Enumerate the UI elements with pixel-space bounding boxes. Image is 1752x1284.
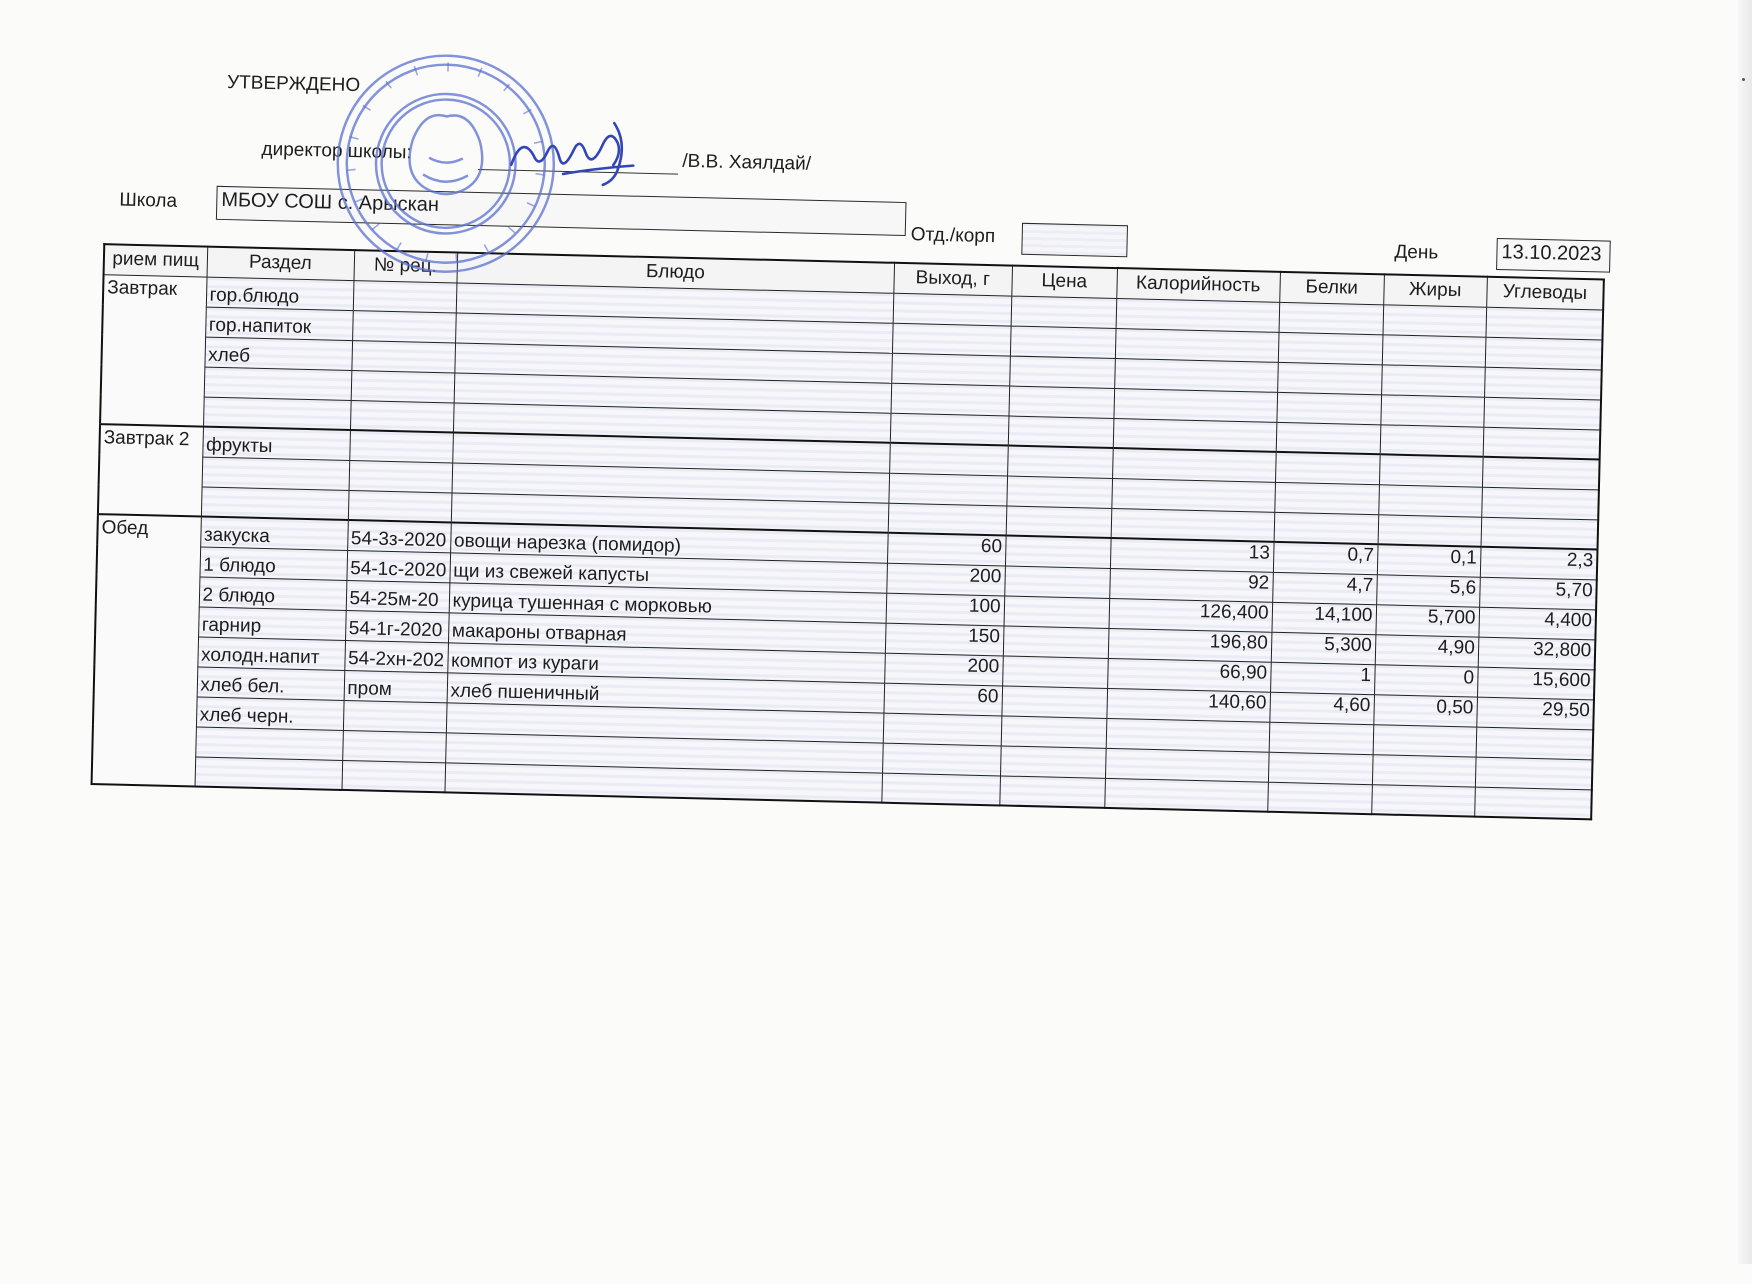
cell-price bbox=[1000, 745, 1106, 777]
cell-fat: 0,50 bbox=[1373, 694, 1477, 726]
cell-protein bbox=[1275, 452, 1380, 484]
cell-fat bbox=[1378, 484, 1482, 516]
cell-output: 200 bbox=[884, 653, 1003, 686]
meal-name: Обед bbox=[92, 514, 201, 786]
cell-section: хлеб bbox=[204, 337, 352, 370]
cell-protein: 14,100 bbox=[1272, 602, 1377, 634]
meal-name: Завтрак bbox=[100, 274, 207, 426]
cell-fat bbox=[1381, 364, 1485, 396]
cell-price bbox=[1008, 416, 1114, 448]
school-field[interactable]: МБОУ СОШ с. Арыскан bbox=[216, 186, 907, 236]
col-calories: Калорийность bbox=[1116, 268, 1280, 302]
col-fat: Жиры bbox=[1383, 274, 1487, 306]
cell-section: закуска bbox=[200, 517, 348, 550]
cell-calories: 196,80 bbox=[1108, 628, 1272, 662]
cell-protein bbox=[1277, 362, 1382, 394]
day-field[interactable]: 13.10.2023 bbox=[1496, 238, 1611, 273]
cell-recipe bbox=[349, 460, 453, 492]
cell-carbs bbox=[1483, 427, 1601, 460]
cell-recipe bbox=[342, 730, 446, 762]
cell-price bbox=[1006, 476, 1112, 508]
cell-dish: курица тушенная с морковью bbox=[449, 582, 887, 622]
cell-fat bbox=[1378, 514, 1482, 546]
cell-calories bbox=[1114, 358, 1278, 392]
cell-recipe bbox=[343, 700, 447, 732]
cell-protein: 0,7 bbox=[1273, 542, 1378, 574]
cell-output: 100 bbox=[886, 593, 1005, 626]
cell-calories bbox=[1113, 418, 1277, 452]
dept-field[interactable] bbox=[1021, 223, 1128, 257]
cell-recipe bbox=[352, 310, 456, 342]
cell-recipe: 54-3з-2020 bbox=[347, 520, 451, 552]
cell-output bbox=[888, 503, 1007, 536]
col-meal: рием пищ bbox=[104, 244, 208, 276]
cell-output bbox=[889, 443, 1008, 476]
meal-name: Завтрак 2 bbox=[98, 424, 203, 516]
cell-output bbox=[891, 353, 1010, 386]
cell-carbs: 5,70 bbox=[1479, 577, 1597, 610]
cell-section: гарнир bbox=[198, 607, 346, 640]
cell-section: хлеб бел. bbox=[197, 666, 345, 699]
cell-section: хлеб черн. bbox=[196, 696, 344, 729]
school-label: Школа bbox=[119, 189, 178, 212]
cell-price bbox=[1002, 655, 1108, 687]
dept-label: Отд./корп bbox=[910, 224, 996, 248]
cell-section bbox=[203, 397, 351, 430]
cell-fat bbox=[1372, 754, 1476, 786]
cell-section: гор.блюдо bbox=[206, 277, 354, 310]
col-price: Цена bbox=[1011, 266, 1117, 298]
cell-calories bbox=[1116, 298, 1280, 332]
cell-protein bbox=[1267, 782, 1372, 814]
cell-price bbox=[1010, 326, 1116, 358]
cell-carbs: 2,3 bbox=[1480, 547, 1598, 580]
cell-section: 1 блюдо bbox=[199, 547, 347, 580]
cell-carbs bbox=[1476, 727, 1594, 760]
handwritten-signature-icon bbox=[503, 113, 655, 197]
cell-output bbox=[882, 743, 1001, 776]
director-name: /В.В. Хаялдай/ bbox=[682, 150, 812, 175]
cell-fat bbox=[1380, 424, 1484, 456]
col-carbs: Углеводы bbox=[1486, 277, 1604, 310]
cell-output: 60 bbox=[887, 533, 1006, 566]
cell-section bbox=[202, 457, 350, 490]
cell-carbs bbox=[1475, 757, 1593, 790]
cell-section: 2 блюдо bbox=[199, 577, 347, 610]
col-protein: Белки bbox=[1279, 272, 1384, 304]
cell-output bbox=[893, 293, 1012, 326]
cell-recipe bbox=[348, 490, 452, 522]
cell-fat bbox=[1381, 394, 1485, 426]
cell-section: гор.напиток bbox=[205, 307, 353, 340]
cell-carbs bbox=[1484, 367, 1602, 400]
cell-dish: хлеб пшеничный bbox=[447, 672, 885, 712]
cell-section bbox=[204, 367, 352, 400]
cell-carbs: 32,800 bbox=[1478, 637, 1596, 670]
menu-table bbox=[91, 243, 1605, 820]
cell-output bbox=[891, 383, 1010, 416]
cell-section bbox=[201, 487, 349, 520]
cell-carbs: 15,600 bbox=[1477, 667, 1595, 700]
cell-protein: 4,60 bbox=[1269, 692, 1374, 724]
cell-protein: 5,300 bbox=[1271, 632, 1376, 664]
cell-protein bbox=[1274, 512, 1379, 544]
cell-protein bbox=[1276, 422, 1381, 454]
cell-recipe bbox=[351, 370, 455, 402]
cell-calories: 140,60 bbox=[1107, 688, 1271, 722]
cell-protein bbox=[1278, 332, 1383, 364]
col-dish: Блюдо bbox=[457, 252, 895, 292]
cell-fat: 5,700 bbox=[1376, 604, 1480, 636]
cell-price bbox=[1005, 535, 1111, 567]
cell-recipe bbox=[349, 430, 453, 462]
cell-protein: 4,7 bbox=[1272, 572, 1377, 604]
cell-protein bbox=[1274, 482, 1379, 514]
cell-price bbox=[1003, 625, 1109, 657]
cell-recipe bbox=[341, 760, 445, 792]
cell-fat bbox=[1379, 454, 1483, 486]
approved-label: УТВЕРЖДЕНО bbox=[226, 72, 361, 97]
cell-output bbox=[883, 713, 1002, 746]
cell-protein: 1 bbox=[1270, 662, 1375, 694]
cell-carbs bbox=[1483, 397, 1601, 430]
cell-price bbox=[999, 775, 1105, 807]
cell-fat bbox=[1373, 724, 1477, 756]
cell-section bbox=[195, 756, 343, 789]
cell-calories bbox=[1105, 748, 1269, 782]
cell-price bbox=[1011, 296, 1117, 328]
cell-calories bbox=[1114, 388, 1278, 422]
cell-recipe: 54-25м-20 bbox=[346, 580, 450, 612]
cell-output bbox=[890, 413, 1009, 446]
cell-calories bbox=[1115, 328, 1279, 362]
cell-fat: 4,90 bbox=[1375, 634, 1479, 666]
cell-output: 60 bbox=[884, 683, 1003, 716]
cell-recipe: 54-2хн-202 bbox=[344, 640, 448, 672]
cell-carbs: 29,50 bbox=[1476, 697, 1594, 730]
cell-section: фрукты bbox=[202, 427, 350, 460]
cell-fat: 0 bbox=[1374, 664, 1478, 696]
cell-output bbox=[889, 473, 1008, 506]
cell-fat bbox=[1382, 334, 1486, 366]
cell-carbs bbox=[1486, 307, 1604, 340]
cell-price bbox=[1001, 715, 1107, 747]
cell-dish: компот из кураги bbox=[447, 642, 885, 682]
cell-recipe bbox=[350, 400, 454, 432]
cell-carbs bbox=[1482, 457, 1600, 490]
cell-carbs: 4,400 bbox=[1479, 607, 1597, 640]
cell-price bbox=[1004, 565, 1110, 597]
scan-edge bbox=[1738, 0, 1752, 1264]
cell-price bbox=[1002, 685, 1108, 717]
cell-calories: 66,90 bbox=[1107, 658, 1271, 692]
col-recipe: № рец. bbox=[354, 250, 458, 282]
cell-price bbox=[1004, 595, 1110, 627]
cell-calories bbox=[1112, 448, 1276, 482]
cell-output: 200 bbox=[886, 563, 1005, 596]
cell-dish: макароны отварная bbox=[448, 612, 886, 652]
cell-protein bbox=[1277, 392, 1382, 424]
day-label: День bbox=[1394, 241, 1439, 264]
cell-output bbox=[881, 773, 1000, 806]
cell-protein bbox=[1279, 302, 1384, 334]
director-label: директор школы: bbox=[261, 138, 412, 164]
cell-dish: щи из свежей капусты bbox=[450, 552, 888, 592]
cell-price bbox=[1006, 506, 1112, 538]
scan-speck bbox=[1742, 78, 1745, 81]
cell-protein bbox=[1269, 722, 1374, 754]
cell-protein bbox=[1268, 752, 1373, 784]
col-section: Раздел bbox=[207, 247, 355, 280]
cell-output bbox=[892, 323, 1011, 356]
cell-calories bbox=[1111, 478, 1275, 512]
cell-price bbox=[1009, 386, 1115, 418]
cell-fat bbox=[1383, 304, 1487, 336]
cell-carbs bbox=[1481, 487, 1599, 520]
cell-calories bbox=[1111, 508, 1275, 542]
cell-section: холодн.напит bbox=[197, 636, 345, 669]
cell-price bbox=[1009, 356, 1115, 388]
cell-calories: 13 bbox=[1110, 538, 1274, 572]
cell-fat bbox=[1371, 784, 1475, 816]
cell-recipe: пром bbox=[344, 670, 448, 702]
cell-recipe bbox=[351, 340, 455, 372]
cell-calories bbox=[1104, 778, 1268, 812]
cell-recipe bbox=[353, 280, 457, 312]
cell-carbs bbox=[1485, 337, 1603, 370]
cell-carbs bbox=[1481, 517, 1599, 550]
cell-calories bbox=[1106, 718, 1270, 752]
cell-recipe: 54-1с-2020 bbox=[346, 550, 450, 582]
cell-recipe: 54-1г-2020 bbox=[345, 610, 449, 642]
cell-section bbox=[195, 726, 343, 759]
col-output: Выход, г bbox=[893, 263, 1012, 296]
cell-carbs bbox=[1474, 787, 1592, 820]
cell-dish: овощи нарезка (помидор) bbox=[450, 522, 888, 562]
cell-fat: 0,1 bbox=[1377, 544, 1481, 576]
cell-output: 150 bbox=[885, 623, 1004, 656]
cell-fat: 5,6 bbox=[1376, 574, 1480, 606]
cell-calories: 92 bbox=[1109, 568, 1273, 602]
cell-price bbox=[1007, 446, 1113, 478]
cell-calories: 126,400 bbox=[1109, 598, 1273, 632]
